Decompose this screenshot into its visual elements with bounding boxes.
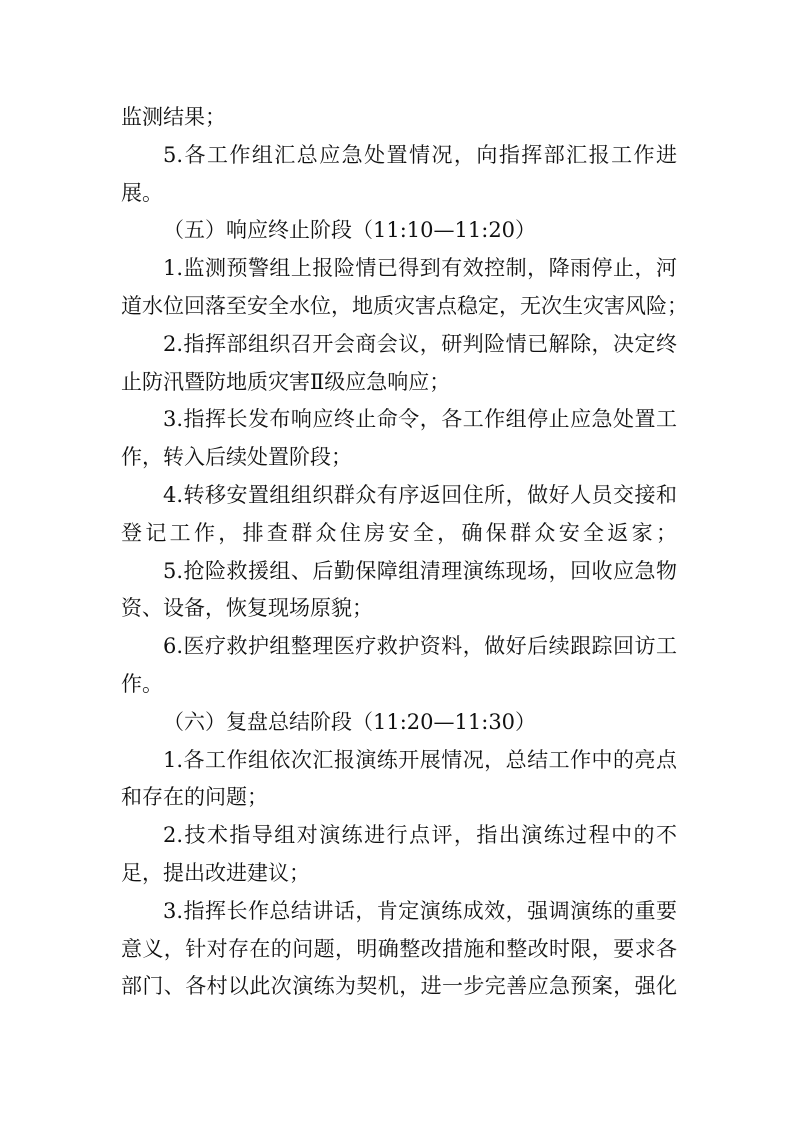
text-line: 止防汛暨防地质灾害Ⅱ级应急响应； (121, 369, 451, 394)
text-line: 道水位回落至安全水位，地质灾害点稳定，无次生灾害风险； (121, 293, 688, 318)
list-item-resettlement: 4.转移安置组组织群众有序返回住所，做好人员交接和 (163, 482, 677, 507)
list-item-technical-review: 2.技术指导组对演练进行点评，指出演练过程中的不 (163, 823, 677, 848)
text-line: 意义，针对存在的问题，明确整改措施和整改时限，要求各 (121, 936, 677, 961)
list-item-commander-speech: 3.指挥长作总结讲话，肯定演练成效，强调演练的重要 (163, 898, 677, 923)
text-line: 登记工作，排查群众住房安全，确保群众安全返家； (121, 520, 677, 545)
text-line: 作。 (121, 671, 163, 696)
list-item-group-reports: 1.各工作组依次汇报演练开展情况，总结工作中的亮点 (163, 747, 677, 772)
list-item-termination-order: 3.指挥长发布响应终止命令，各工作组停止应急处置工 (163, 407, 677, 432)
list-item-report-progress: 5.各工作组汇总应急处置情况，向指挥部汇报工作进 (163, 142, 677, 167)
text-line: 作，转入后续处置阶段； (121, 445, 352, 470)
text-line: 展。 (121, 180, 163, 205)
text-line: 监测结果； (121, 105, 226, 129)
text-line: 和存在的问题； (121, 785, 268, 810)
list-item-consultation-meeting: 2.指挥部组织召开会商会议，研判险情已解除，决定终 (163, 331, 677, 356)
list-item-medical-records: 6.医疗救护组整理医疗救护资料，做好后续跟踪回访工 (163, 634, 677, 659)
section-heading-response-termination: （五）响应终止阶段（11:10—11:20） (163, 218, 537, 243)
list-item-monitoring-report: 1.监测预警组上报险情已得到有效控制，降雨停止，河 (163, 256, 677, 281)
section-heading-review-summary: （六）复盘总结阶段（11:20—11:30） (163, 709, 537, 734)
text-line: 资、设备，恢复现场原貌； (121, 596, 373, 621)
document-body (121, 99, 688, 1006)
text-line: 足，提出改进建议； (121, 860, 310, 885)
list-item-site-cleanup: 5.抢险救援组、后勤保障组清理演练现场，回收应急物 (163, 558, 677, 583)
text-line: 部门、各村以此次演练为契机，进一步完善应急预案，强化 (121, 974, 677, 999)
